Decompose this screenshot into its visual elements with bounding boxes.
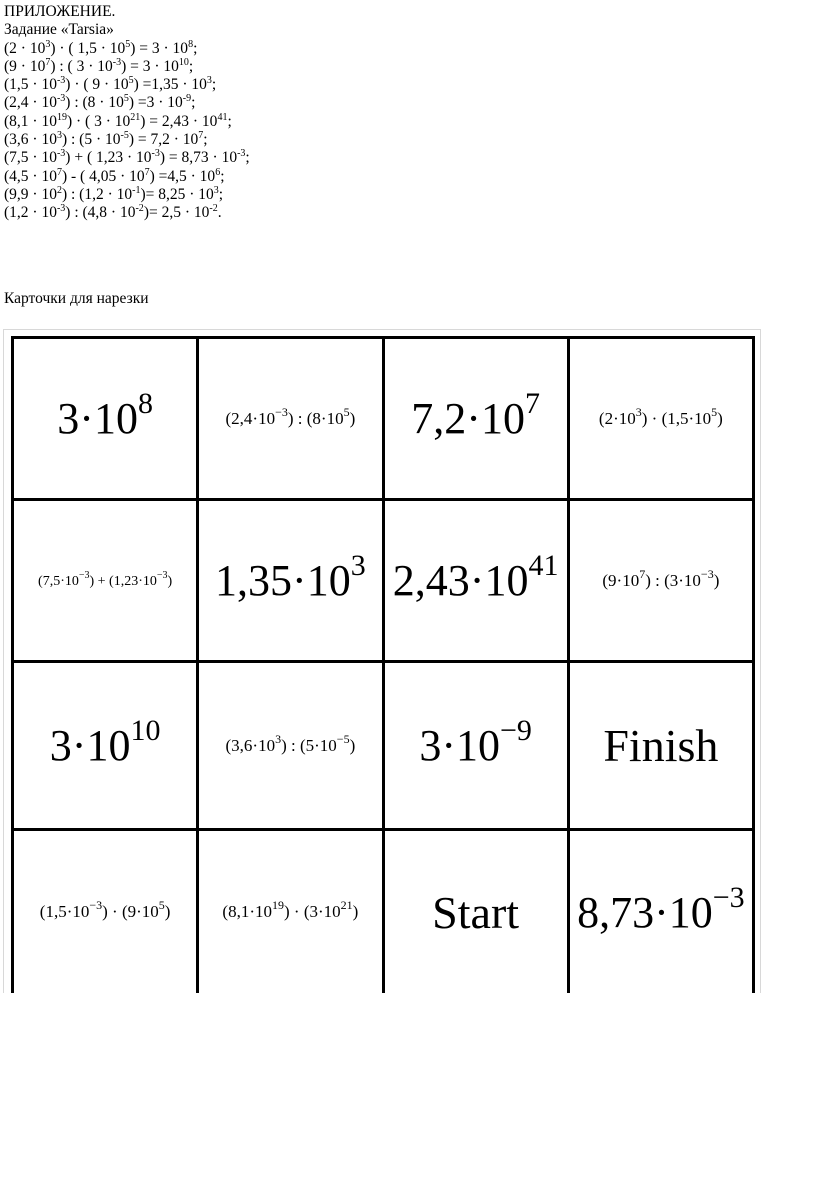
task-title: Задание «Tarsia»	[4, 21, 114, 39]
exponent: -3	[56, 203, 66, 215]
tarsia-card	[198, 830, 383, 994]
exponent: 3	[350, 549, 366, 582]
card-expression	[49, 714, 161, 771]
page-frame-line	[3, 329, 761, 330]
expression-text: ) : (5·10	[281, 735, 337, 755]
exponent: -1	[132, 184, 141, 196]
tarsia-card	[13, 830, 198, 994]
expression-text: ) · ( 3 · 10	[66, 112, 131, 130]
equation-line	[4, 168, 250, 186]
card-expression	[39, 898, 171, 922]
expression-text: ;	[193, 39, 198, 57]
expression-text: ) =1,35 · 10	[133, 76, 207, 94]
expression-text: (8,1 · 10	[4, 112, 57, 130]
card-expression	[222, 898, 359, 922]
page-frame-line	[760, 329, 761, 993]
expression-text: (9,9 · 10	[4, 185, 57, 203]
exponent: 8	[188, 38, 194, 50]
expression-text: (3,6·10	[225, 735, 276, 755]
tarsia-card	[383, 500, 568, 662]
card-row	[13, 338, 754, 500]
exponent: -3	[237, 148, 246, 160]
expression-text: (2·10	[598, 408, 636, 428]
exponent: 7	[144, 166, 150, 178]
expression-text: 1,35·10	[215, 556, 351, 605]
exponent: 5	[158, 898, 165, 912]
exponent: 7	[639, 566, 646, 581]
exponent: 5	[711, 404, 718, 419]
exponent: 21	[130, 111, 141, 123]
card-expression	[603, 719, 718, 772]
exponent: 3	[635, 404, 642, 419]
exponent: -2	[135, 203, 144, 215]
expression-text: ) · ( 9 · 10	[65, 76, 129, 94]
equation-line	[4, 76, 250, 94]
expression-text: ) : (1,2 · 10	[61, 185, 133, 203]
expression-text: ) = 3 · 10	[121, 57, 179, 75]
card-expression	[215, 549, 366, 606]
expression-text: ;	[220, 167, 225, 185]
expression-text: ) · (1,5·10	[641, 408, 712, 428]
tarsia-card	[568, 830, 753, 994]
exponent: 41	[217, 111, 228, 123]
expression-text: ) · ( 1,5 · 10	[50, 39, 126, 57]
exponent: 5	[125, 38, 131, 50]
expression-text: ) = 2,43 · 10	[140, 112, 218, 130]
expression-text: )= 2,5 · 10	[143, 204, 210, 222]
tarsia-card	[568, 500, 753, 662]
exponent: 3	[275, 731, 282, 746]
exponent: 19	[272, 898, 284, 912]
exponent: -3	[151, 148, 160, 160]
expression-text: (8,1·10	[222, 902, 272, 921]
exponent: 7	[198, 130, 204, 142]
expression-text: )	[349, 408, 356, 428]
exponent: −9	[499, 714, 532, 747]
exponent: -3	[56, 75, 66, 87]
expression-text: ) · (9·10	[102, 902, 159, 921]
exponent: 7	[524, 387, 540, 420]
exponent: -5	[120, 130, 129, 142]
equation-line	[4, 204, 250, 222]
expression-text: (2,4·10	[225, 408, 276, 428]
expression-text: )	[352, 902, 359, 921]
expression-text: ) - ( 4,05 · 10	[61, 167, 145, 185]
tarsia-card	[383, 338, 568, 500]
expression-text: )= 8,25 · 10	[140, 185, 214, 203]
expression-text: (9·10	[602, 570, 640, 590]
exponent: −3	[89, 898, 103, 912]
equation-line	[4, 94, 250, 112]
card-row	[13, 500, 754, 662]
expression-text: ) + (1,23·10	[89, 573, 157, 589]
expression-text: ) · (3·10	[284, 902, 341, 921]
exponent: 41	[528, 549, 559, 582]
expression-text: 8,73·10	[577, 887, 713, 937]
exponent: −3	[275, 404, 288, 419]
card-expression	[57, 387, 153, 444]
card-expression	[225, 731, 356, 756]
tarsia-card	[13, 500, 198, 662]
expression-text: )	[167, 573, 173, 589]
exponent: -2	[209, 203, 218, 215]
exponent: 3	[206, 75, 212, 87]
exponent: 3	[213, 184, 219, 196]
expression-text: )	[717, 408, 723, 428]
equation-line	[4, 40, 250, 58]
tarsia-card	[383, 830, 568, 994]
exponent: 21	[340, 898, 353, 912]
expression-text: ) =4,5 · 10	[149, 167, 216, 185]
expression-text: 7,2·10	[411, 394, 525, 443]
expression-text: (2,4 · 10	[4, 94, 57, 112]
equation-line	[4, 113, 250, 131]
exponent: 5	[343, 404, 350, 419]
expression-text: ;	[203, 131, 208, 149]
exponent: 10	[178, 56, 189, 68]
exponent: −3	[712, 880, 745, 914]
expression-text: ;	[211, 76, 217, 94]
card-row	[13, 830, 754, 994]
expression-text: (7,5 · 10	[4, 149, 57, 167]
exponent: 7	[45, 56, 51, 68]
expression-text: 3·10	[419, 721, 500, 770]
expression-text: ) + ( 1,23 · 10	[65, 149, 152, 167]
expression-text: )	[164, 902, 171, 921]
expression-text: ;	[188, 57, 194, 75]
expression-text: .	[217, 204, 222, 222]
equation-line	[4, 131, 250, 149]
exponent: −5	[336, 731, 350, 746]
card-expression	[392, 549, 559, 606]
tarsia-card	[198, 338, 383, 500]
expression-text: 3·10	[49, 721, 131, 770]
expression-text: (7,5·10	[38, 573, 79, 589]
card-expression	[577, 880, 745, 938]
tarsia-card	[198, 500, 383, 662]
exponent: 3	[45, 38, 51, 50]
tarsia-card	[568, 662, 753, 830]
tarsia-card	[568, 338, 753, 500]
expression-text: ) = 8,73 · 10	[159, 149, 238, 167]
expression-text: (2 · 10	[4, 39, 46, 57]
document-text	[4, 3, 250, 223]
expression-text: 2,43·10	[392, 556, 529, 605]
exponent: 5	[128, 75, 134, 87]
expression-text: 3·10	[57, 394, 138, 443]
expression-text: )	[349, 735, 356, 755]
expression-text: )	[713, 570, 720, 590]
expression-text: ) = 7,2 · 10	[128, 131, 199, 149]
expression-text: (1,2 · 10	[4, 204, 57, 222]
cards-heading: Карточки для нарезки	[4, 290, 149, 307]
exponent: 8	[137, 387, 153, 420]
tarsia-card	[383, 662, 568, 830]
equation-line	[4, 149, 250, 167]
exponent: 2	[56, 184, 62, 196]
card-expression	[598, 404, 723, 429]
card-row	[13, 662, 754, 830]
card-expression	[602, 566, 720, 591]
exponent: −3	[156, 569, 168, 581]
expression-text: ;	[218, 185, 224, 203]
exponent: 7	[56, 166, 62, 178]
page-frame-line	[3, 329, 4, 993]
exponent: 10	[130, 714, 161, 747]
exponent: 3	[56, 130, 62, 142]
page-title: ПРИЛОЖЕНИЕ.	[4, 3, 116, 20]
tarsia-card-grid	[11, 336, 755, 993]
exponent: 5	[123, 93, 129, 105]
expression-text: (1,5 · 10	[4, 76, 57, 94]
expression-text: ;	[227, 112, 232, 130]
expression-text: Finish	[603, 720, 719, 771]
tarsia-card	[13, 662, 198, 830]
expression-text: ) : (5 · 10	[61, 131, 121, 149]
exponent: 6	[215, 166, 221, 178]
exponent: -9	[182, 93, 192, 105]
expression-text: ;	[191, 94, 196, 112]
card-expression	[432, 886, 519, 939]
card-expression	[38, 569, 173, 590]
equation-line	[4, 58, 250, 76]
exponent: -3	[112, 56, 122, 68]
card-expression	[419, 714, 532, 771]
card-expression	[225, 404, 356, 429]
expression-text: ) : ( 3 · 10	[50, 57, 113, 75]
exponent: -3	[56, 148, 66, 160]
expression-text: (3,6 · 10	[4, 131, 57, 149]
exponent: −3	[78, 569, 90, 581]
expression-text: ) : (8·10	[287, 408, 344, 428]
exponent: −3	[700, 566, 714, 581]
expression-text: ) : (4,8 · 10	[65, 204, 136, 222]
expression-text: ) = 3 · 10	[130, 39, 189, 57]
expression-text: ) : (8 · 10	[65, 94, 124, 112]
equation-list	[4, 40, 250, 223]
tarsia-card	[13, 338, 198, 500]
expression-text: ) : (3·10	[645, 570, 701, 590]
exponent: 19	[56, 111, 67, 123]
expression-text: (4,5 · 10	[4, 167, 57, 185]
tarsia-card	[198, 662, 383, 830]
expression-text: ;	[245, 149, 250, 167]
expression-text: ) =3 · 10	[128, 94, 183, 112]
expression-text: (1,5·10	[39, 902, 90, 921]
card-expression	[411, 387, 540, 444]
equation-line	[4, 186, 250, 204]
expression-text: (9 · 10	[4, 57, 46, 75]
expression-text: Start	[432, 886, 520, 938]
exponent: -3	[56, 93, 66, 105]
